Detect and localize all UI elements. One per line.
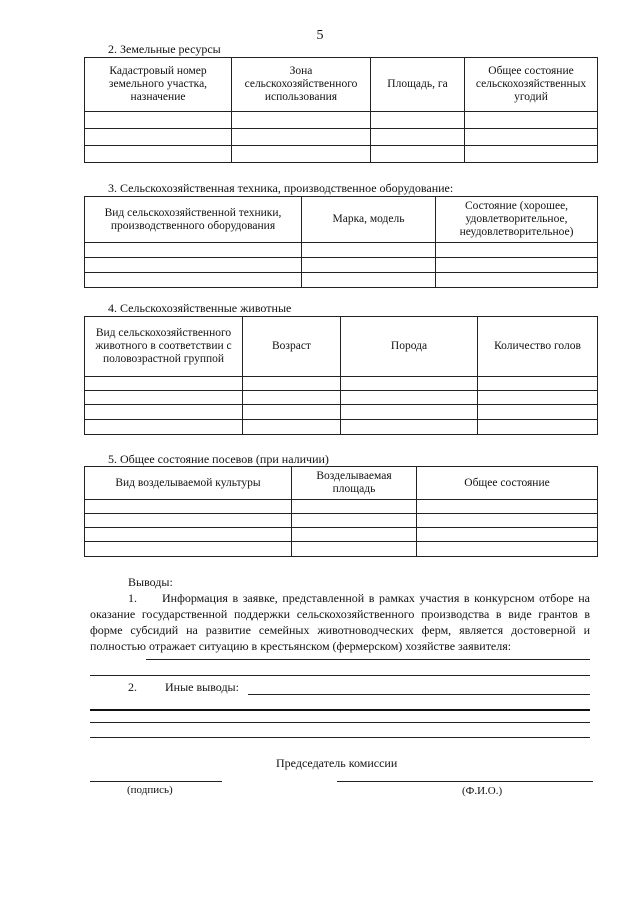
animals-table [84,316,598,435]
table-header-row [85,58,598,112]
land-section-title: 2. Земельные ресурсы [108,42,221,56]
table-row [85,258,598,273]
name-caption: (Ф.И.О.) [462,785,503,797]
header-animal-type: Вид сельскохозяйственного животного в соответствии с половозрастной группой [85,317,243,377]
page-number: 5 [316,28,324,43]
table-row [85,112,598,129]
header-area: Площадь, га [371,58,465,112]
header-cadastral-number: Кадастровый номер земельного участка, назначение [85,58,232,112]
header-machinery-condition: Состояние (хорошее, удовлетворительное, неудовлетворительное) [436,197,598,243]
header-crop-type: Вид возделываемой культуры [85,467,292,500]
table-header-row [85,317,598,377]
header-breed: Порода [341,317,478,377]
header-agri-zone: Зона сельскохозяйственного использования [232,58,371,112]
table-row [85,243,598,258]
conclusion-2-number: 2. [128,680,137,694]
table-header-row [85,197,598,243]
header-brand-model: Марка, модель [302,197,436,243]
header-land-condition: Общее состояние сельскохозяйственных угодий [465,58,598,112]
conclusions-heading: Выводы: [128,575,173,589]
crops-table [84,466,598,557]
name-line [337,781,593,782]
signature-caption: (подпись) [127,784,173,796]
table-row [85,129,598,146]
table-row [85,420,598,435]
header-machinery-type: Вид сельскохозяйственной техники, производственного оборудования [85,197,302,243]
header-head-count: Количество голов [478,317,598,377]
table-row [85,405,598,420]
other-conclusions-line-1 [90,709,590,711]
machinery-table [84,196,598,288]
table-row [85,391,598,405]
header-cultivated-area: Возделываемая площадь [292,467,417,500]
crops-section-title: 5. Общее состояние посевов (при наличии) [108,452,329,466]
table-row [85,500,598,514]
table-row [85,528,598,542]
conclusion-1-answer-line [146,659,590,660]
table-row [85,273,598,288]
header-age: Возраст [243,317,341,377]
conclusion-1-number: 1. [128,591,137,605]
signature-line [90,781,222,782]
table-row [85,146,598,163]
chairman-label: Председатель комиссии [276,756,398,770]
table-row [85,542,598,557]
conclusion-2-label: Иные выводы: [165,680,239,694]
conclusion-1-text: Информация в заявке, представленной в рамках участия в конкурсном отборе на оказание государственной поддержки сельскохозяйственного производства в виде грантов в форме субсидий на развитие семейных животноводческих ферм, является достоверной и полностью отражает ситуацию в крестьянском (фермерском) хозяйстве заявителя: [90,591,590,653]
conclusion-1-answer-line-2 [90,675,590,676]
table-row [85,377,598,391]
conclusion-2-answer-line [248,694,590,695]
other-conclusions-line-3 [90,737,590,738]
table-header-row [85,467,598,500]
other-conclusions-line-2 [90,722,590,723]
header-crop-condition: Общее состояние [417,467,598,500]
table-row [85,514,598,528]
animals-section-title: 4. Сельскохозяйственные животные [108,301,292,315]
land-table [84,57,598,163]
machinery-section-title: 3. Сельскохозяйственная техника, производственное оборудование: [108,181,454,195]
